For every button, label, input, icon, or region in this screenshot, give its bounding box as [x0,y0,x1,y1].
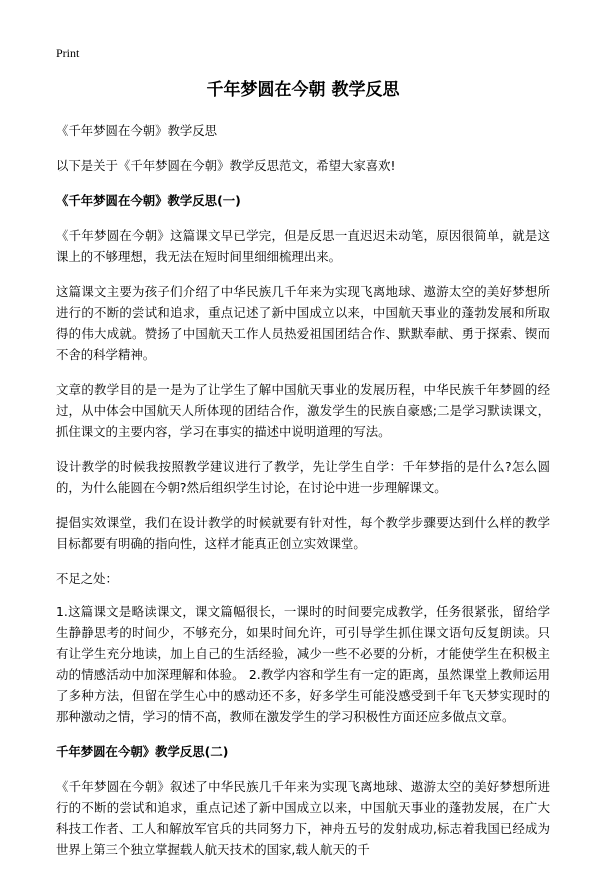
page-title: 千年梦圆在今朝 教学反思 [206,80,400,100]
paragraph: 文章的教学目的是一是为了让学生了解中国航天事业的发展历程，中华民族千年梦圆的经过，从中体会中国航天人所体现的团结合作，激发学生的民族自豪感;二是学习默读课文，抓住课文的主要内容，学习在事实的描述中说明道理的写法。 [56,382,550,439]
paragraph: 1.这篇课文是略读课文，课文篇幅很长，一课时的时间要完成教学，任务很紧张，留给学生静静思考的时间少，不够充分，如果时间允许，可引导学生抓住课文语句反复朗读。只有让学生充分地读，加上自己的生活经验，减少一些不必要的分析，才能使学生在积极主动的情感活动中加深理解和体验。 2.教学内容和学生有一定的距离，虽然课堂上教师运用了多种方法，但留在学生心中的感动还不多，好多学生可能没感受到千年飞天梦实现时的那种激动之情，学习的情不高，教师在激发学生的学习积极性方面还应多做点文章。 [56,604,550,724]
document-body [56,78,550,874]
section-heading-2: 千年梦圆在今朝》教学反思(二) [56,744,229,759]
paragraph: 提倡实效课堂，我们在设计教学的时候就要有针对性，每个教学步骤要达到什么样的教学目标都要有明确的指向性，这样才能真正创立实效课堂。 [56,515,550,551]
intro-description: 以下是关于《千年梦圆在今朝》教学反思范文，希望大家喜欢! [56,158,396,173]
paragraph: 《千年梦圆在今朝》叙述了中华民族几千年来为实现飞离地球、遨游太空的美好梦想所进行的不断的尝试和追求，重点记述了新中国成立以来，中国航天事业的蓬勃发展，在广大科技工作者、工人和解放军官兵的共同努力下，神舟五号的发射成功,标志着我国已经成为世界上第三个独立掌握载人航天技术的国家,载人航天的千 [56,779,550,857]
paragraph: 《千年梦圆在今朝》这篇课文早已学完，但是反思一直迟迟未动笔，原因很简单，就是这课上的不够理想，我无法在短时间里细细梳理出来。 [56,228,550,264]
print-link[interactable]: Print [56,46,80,60]
paragraph: 这篇课文主要为孩子们介绍了中华民族几千年来为实现飞离地球、遨游太空的美好梦想所进行的不断的尝试和追求，重点记述了新中国成立以来，中国航天事业的蓬勃发展和所取得的伟大成就。赞扬了中国航天工作人员热爱祖国团结合作、默默奉献、勇于探索、锲而不舍的科学精神。 [56,284,550,362]
intro-line: 《千年梦圆在今朝》教学反思 [56,123,218,138]
shortcomings-label: 不足之处： [56,571,118,586]
paragraph: 设计教学的时候我按照教学建议进行了教学，先让学生自学：千年梦指的是什么?怎么圆的，为什么能圆在今朝?然后组织学生讨论，在讨论中进一步理解课文。 [56,459,550,495]
section-heading-1: 《千年梦圆在今朝》教学反思(一) [56,193,241,208]
